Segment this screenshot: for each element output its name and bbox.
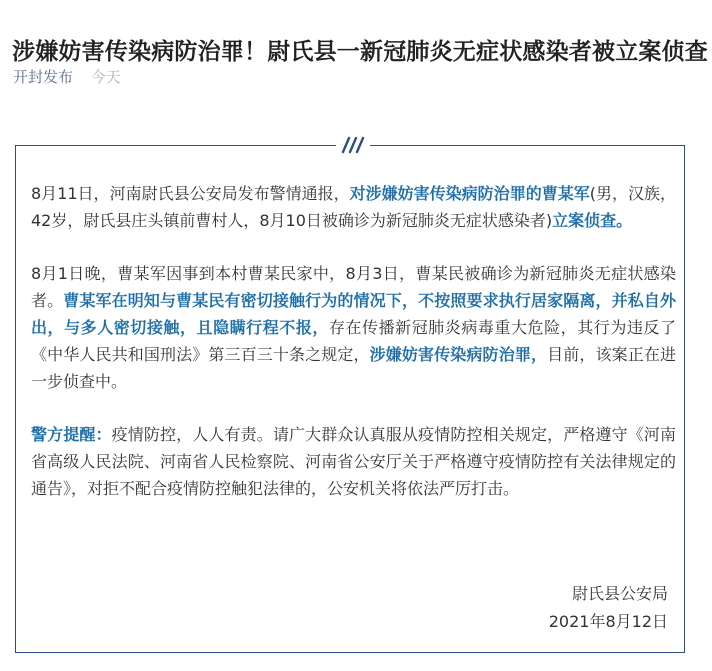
text-segment: 目前，该案正在进一步侦查中。: [31, 345, 676, 391]
highlight-text: 涉嫌妨害传染病防治罪，: [369, 345, 548, 364]
highlight-text: 曹某军在明知与曹某民有密切接触行为的情况下，不按照要求执行居家隔离，并私自外出，与多人密切接触，且隐瞒行程不报，: [31, 291, 676, 337]
text-segment: 疫情防控，人人有责。请广大群众认真服从疫情防控相关规定，严格遵守《河南省高级人民法院、河南省人民检察院、河南省公安厅关于严格遵守疫情防控有关法律规定的通告》，对拒不配合疫情防控触犯法律的，公安机关将依法严厉打击。: [31, 425, 676, 498]
highlight-text: 立案侦查。: [552, 211, 633, 230]
article-title: 涉嫌妨害传染病防治罪！尉氏县一新冠肺炎无症状感染者被立案侦查: [12, 39, 708, 66]
highlight-text: 对涉嫌妨害传染病防治罪的曹某军: [349, 184, 590, 203]
account-name-link[interactable]: 开封发布: [13, 68, 74, 86]
paragraph-notice: [31, 180, 676, 234]
paragraph-reminder: [31, 421, 676, 502]
text-segment: (男，汉族，42岁，尉氏县庄头镇前曹村人，8月10日被确诊为新冠肺炎无症状感染者): [31, 184, 676, 230]
notice-body: [31, 180, 676, 528]
article-meta: [13, 66, 121, 88]
publish-time: 今天: [90, 68, 121, 86]
reminder-label: 警方提醒：: [31, 425, 112, 444]
signature-org: 尉氏县公安局: [571, 584, 668, 603]
paragraph-details: [31, 260, 676, 395]
triple-slash-icon: [336, 132, 370, 158]
signature-block: [549, 580, 668, 636]
signature-date: 2021年8月12日: [548, 612, 668, 631]
text-segment: 8月1日晚，曹某军因事到本村曹某民家中，8月3日，曹某民被确诊为新冠肺炎无症状感染者。: [31, 264, 676, 310]
text-segment: 存在传播新冠肺炎病毒重大危险，其行为违反了《中华人民共和国刑法》第三百三十条之规定，: [31, 318, 676, 364]
text-segment: 8月11日，河南尉氏县公安局发布警情通报，: [31, 184, 350, 203]
